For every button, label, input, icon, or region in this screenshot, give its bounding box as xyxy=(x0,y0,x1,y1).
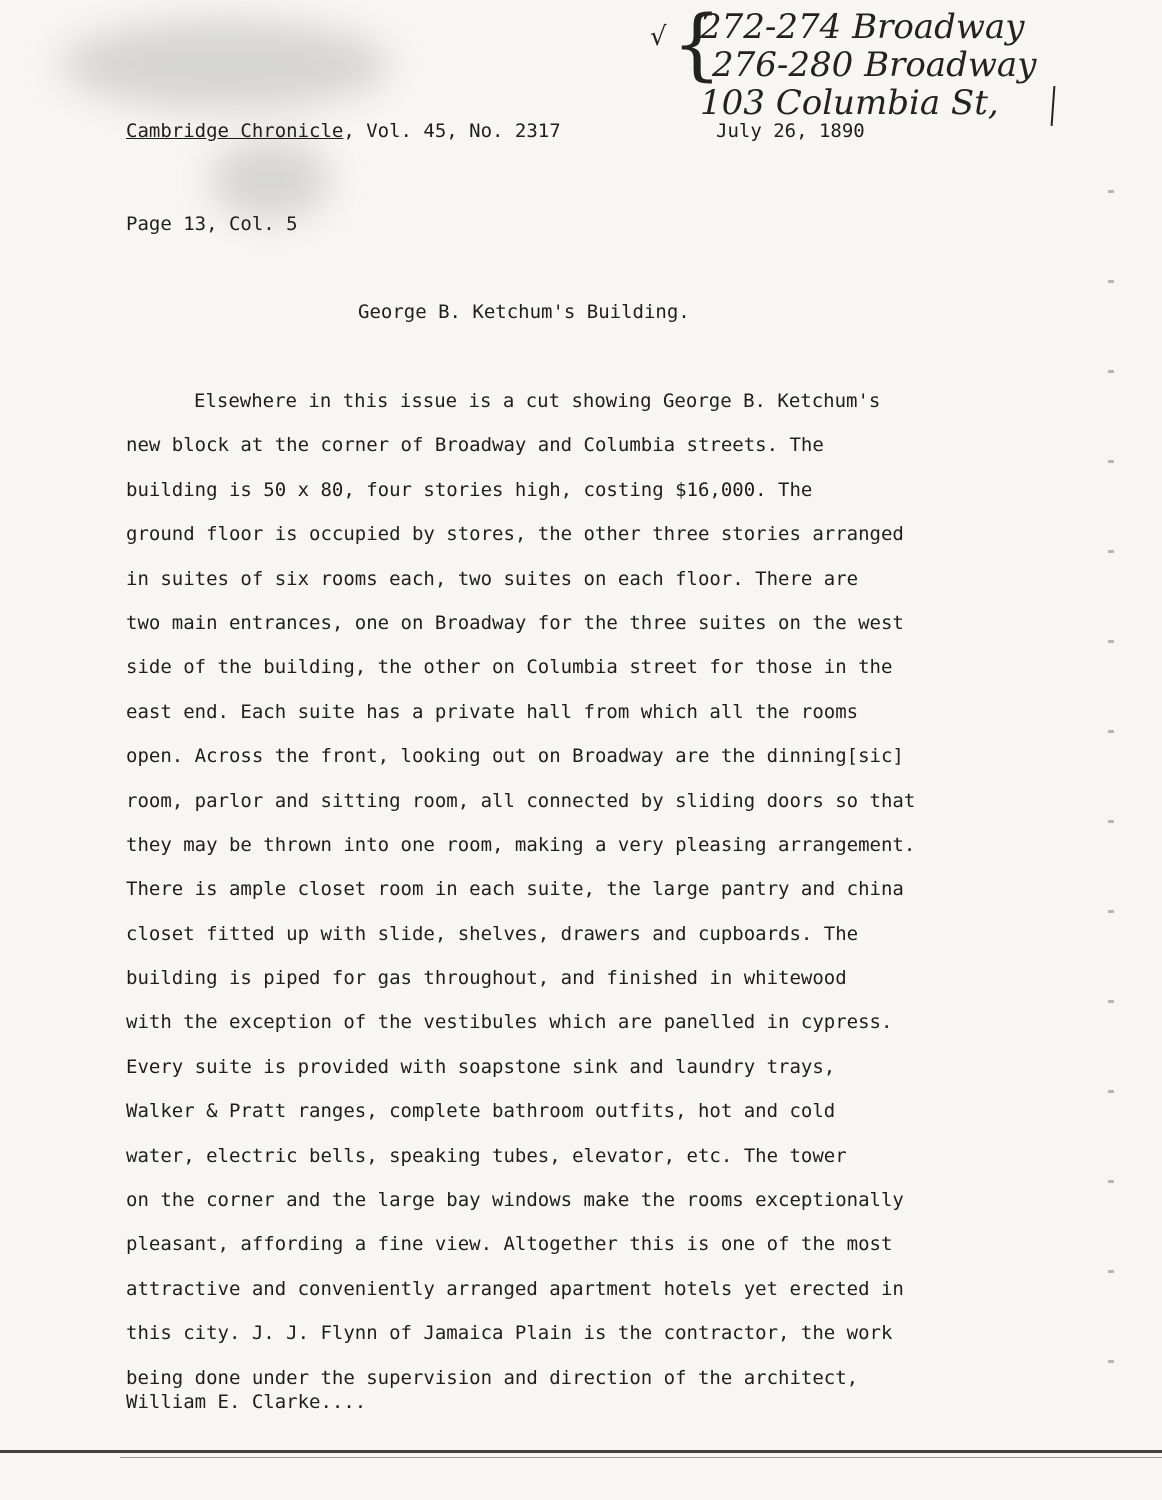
note-line-2: 276-280 Broadway xyxy=(712,45,1037,85)
volume-issue: , Vol. 45, No. 2317 xyxy=(343,120,561,142)
body-line: in suites of six rooms each, two suites on each floor. There are xyxy=(126,567,859,590)
body-line: on the corner and the large bay windows make the rooms exceptionally xyxy=(126,1189,904,1212)
note-line-1: 272-274 Broadway xyxy=(700,7,1025,47)
handwritten-address-note xyxy=(700,8,1036,122)
handwritten-brace: { xyxy=(672,0,722,90)
scan-smudge xyxy=(60,20,390,110)
scan-smudge xyxy=(210,140,330,220)
note-line-3: 103 Columbia St, xyxy=(700,83,999,123)
scan-edge-marks xyxy=(1108,150,1114,1450)
article-title: George B. Ketchum's Building. xyxy=(358,301,690,323)
body-line: Every suite is provided with soapstone sink and laundry trays, xyxy=(126,1055,836,1078)
body-line: pleasant, affording a fine view. Altogether this is one of the most xyxy=(126,1233,893,1256)
page-column-reference: Page 13, Col. 5 xyxy=(126,213,298,235)
body-line: attractive and conveniently arranged apartment hotels yet erected in xyxy=(126,1277,904,1300)
body-line: ground floor is occupied by stores, the other three stories arranged xyxy=(126,523,904,546)
body-line: Walker & Pratt ranges, complete bathroom outfits, hot and cold xyxy=(126,1100,836,1123)
body-line: side of the building, the other on Columbia street for those in the xyxy=(126,656,893,679)
bottom-rule-secondary xyxy=(120,1457,1162,1458)
body-line: new block at the corner of Broadway and Columbia streets. The xyxy=(126,434,824,457)
body-line: this city. J. J. Flynn of Jamaica Plain is the contractor, the work xyxy=(126,1322,893,1345)
body-line: water, electric bells, speaking tubes, elevator, etc. The tower xyxy=(126,1144,847,1167)
body-line: two main entrances, one on Broadway for the three suites on the west xyxy=(126,611,904,634)
body-line: room, parlor and sitting room, all connected by sliding doors so that xyxy=(126,789,916,812)
article-body xyxy=(126,390,1086,1435)
body-line: with the exception of the vestibules which are panelled in cypress. xyxy=(126,1011,893,1034)
body-line: Elsewhere in this issue is a cut showing George B. Ketchum's xyxy=(194,390,881,412)
body-line: east end. Each suite has a private hall from which all the rooms xyxy=(126,700,859,723)
handwritten-check-mark: √ xyxy=(650,22,667,52)
publication-name: Cambridge Chronicle xyxy=(126,120,344,142)
bottom-rule xyxy=(0,1450,1162,1453)
body-line: they may be thrown into one room, making a very pleasing arrangement. xyxy=(126,833,916,856)
body-line: There is ample closet room in each suite, the large pantry and china xyxy=(126,878,904,901)
body-line: building is 50 x 80, four stories high, costing $16,000. The xyxy=(126,478,813,501)
body-line: closet fitted up with slide, shelves, drawers and cupboards. The xyxy=(126,922,859,945)
body-line: being done under the supervision and direction of the architect, xyxy=(126,1366,859,1389)
publication-date: July 26, 1890 xyxy=(716,120,865,142)
body-line: William E. Clarke.... xyxy=(126,1390,367,1413)
body-line: open. Across the front, looking out on Broadway are the dinning[sic] xyxy=(126,745,904,768)
body-line: building is piped for gas throughout, and finished in whitewood xyxy=(126,967,847,990)
citation-header xyxy=(126,120,865,142)
handwritten-stroke xyxy=(1051,86,1056,126)
